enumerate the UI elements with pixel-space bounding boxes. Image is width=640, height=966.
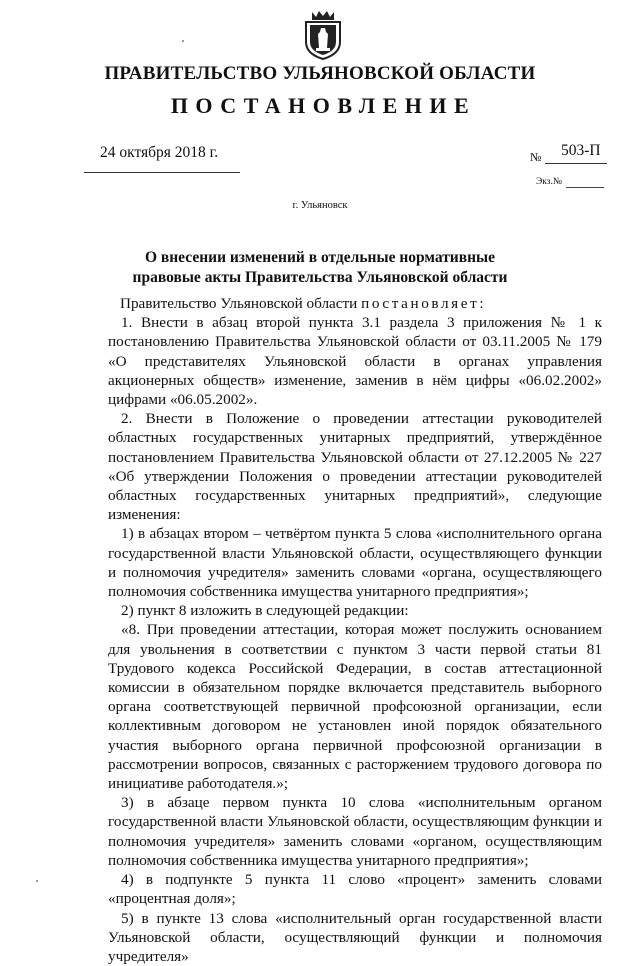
scan-speck: [36, 880, 38, 882]
body-paragraph: 5) в пункте 13 слова «исполнительный орган государственной власти Ульяновской области, осуществляющий функции и полномочия учредителя»: [108, 909, 602, 966]
body-paragraph: 2) пункт 8 изложить в следующей редакции:: [108, 601, 602, 620]
coat-of-arms-emblem: [304, 8, 342, 60]
body-paragraph: «8. При проведении аттестации, которая может послужить основанием для увольнения в соответствии с пунктом 3 части первой статьи 81 Трудового кодекса Российской Федерации, в состав аттестационной комиссии в обязательном порядке включается представитель выборного органа соответствующей первичной профсоюзной организации, если коллективным договором не установлен иной порядок обязательного участия выборного органа первичной профсоюзной организации в рассмотрении вопросов, связанных с расторжением трудового договора по инициативе работодателя.»;: [108, 620, 602, 793]
copy-number-line: [566, 187, 604, 188]
document-title: О внесении изменений в отдельные нормативные правовые акты Правительства Ульяновской области: [110, 248, 530, 288]
document-number: 503-П: [561, 142, 601, 160]
body-paragraph: 1. Внести в абзац второй пункта 3.1 раздела 3 приложения № 1 к постановлению Правительства Ульяновской области от 03.11.2005 № 179 «О представителях Ульяновской области в органах управления акционерных обществ» изменение, заменив в нём цифры «06.02.2002» цифрами «06.05.2002».: [108, 313, 602, 409]
resolves-word: постановляет: [361, 295, 479, 312]
government-name: ПРАВИТЕЛЬСТВО УЛЬЯНОВСКОЙ ОБЛАСТИ: [0, 63, 640, 85]
body-paragraph: 2. Внести в Положение о проведении аттестации руководителей областных государственных унитарных предприятий, утверждённое постановлением Правительства Ульяновской области от 27.12.2005 № 227 «Об утверждении Положения о проведении аттестации руководителей областных государственных унитарных предприятий», следующие изменения:: [108, 409, 602, 524]
city-label: г. Ульяновск: [0, 200, 640, 211]
number-underline: [545, 163, 607, 164]
copy-number-label: Экз.№: [536, 177, 562, 187]
body-paragraph: 4) в подпункте 5 пункта 11 слово «процент» заменить словами «процентная доля»;: [108, 870, 602, 908]
number-sign: №: [530, 150, 541, 165]
intro-paragraph: Правительство Ульяновской области постановляет:: [108, 294, 602, 313]
document-body: [108, 294, 602, 966]
document-type-heading: ПОСТАНОВЛЕНИЕ: [0, 93, 640, 119]
scan-speck: [182, 40, 184, 42]
document-date: 24 октября 2018 г.: [100, 144, 218, 162]
date-underline: [84, 172, 240, 173]
body-paragraph: 1) в абзацах втором – четвёртом пункта 5 слова «исполнительного органа государственной власти Ульяновской области, осуществляющего функции и полномочия учредителя» заменить словами «органа, осуществляющего полномочия собственника имущества унитарного предприятия»;: [108, 524, 602, 601]
body-paragraph: 3) в абзаце первом пункта 10 слова «исполнительным органом государственной власти Ульяновской области, осуществляющим функции и полномочия учредителя» заменить словами «органом, осуществляющим полномочия собственника имущества унитарного предприятия»;: [108, 793, 602, 870]
